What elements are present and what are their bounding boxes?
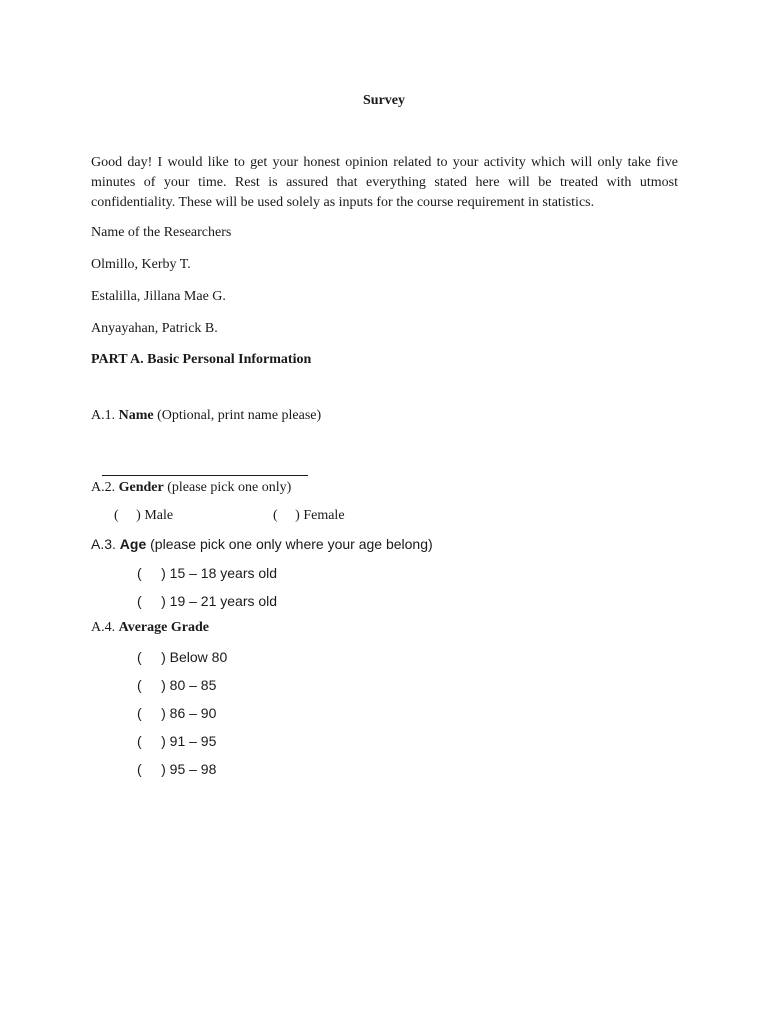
question-number: A.2.	[91, 480, 116, 495]
grade-option[interactable]: ( ) Below 80	[137, 649, 228, 665]
grade-option[interactable]: ( ) 86 – 90	[137, 705, 217, 721]
question-a3	[91, 536, 433, 552]
intro-paragraph: Good day! I would like to get your honest opinion related to your activity which will only take five minutes of your time. Rest is assured that everything stated here will be treated with utmost confidentiality. These will be used solely as inputs for the course requirement in statistics.	[91, 155, 678, 210]
question-label: Average Grade	[118, 620, 209, 635]
question-number: A.1.	[91, 408, 116, 423]
grade-option[interactable]: ( ) 91 – 95	[137, 733, 217, 749]
question-label: Age	[119, 536, 147, 552]
document-title: Survey	[363, 93, 405, 108]
question-a1	[91, 408, 321, 424]
age-option[interactable]: ( ) 15 – 18 years old	[137, 565, 278, 581]
gender-option-female[interactable]: ( ) Female	[273, 508, 345, 523]
question-a2	[91, 480, 291, 496]
question-label: Gender	[118, 480, 164, 495]
question-a4	[91, 620, 209, 636]
question-note: (please pick one only where your age belong)	[150, 536, 433, 552]
age-option[interactable]: ( ) 19 – 21 years old	[137, 593, 278, 609]
grade-option[interactable]: ( ) 95 – 98	[137, 761, 217, 777]
researcher-name: Anyayahan, Patrick B.	[91, 321, 218, 336]
grade-option[interactable]: ( ) 80 – 85	[137, 677, 217, 693]
question-note: (Optional, print name please)	[157, 408, 322, 423]
part-a-heading: PART A. Basic Personal Information	[91, 352, 312, 367]
name-answer-line[interactable]	[102, 465, 308, 481]
researcher-name: Estalilla, Jillana Mae G.	[91, 289, 226, 304]
question-note: (please pick one only)	[167, 480, 292, 495]
gender-option-male[interactable]: ( ) Male	[114, 508, 174, 523]
question-label: Name	[118, 408, 154, 423]
researchers-heading: Name of the Researchers	[91, 225, 232, 240]
question-number: A.4.	[91, 620, 116, 635]
researcher-name: Olmillo, Kerby T.	[91, 257, 191, 272]
question-number: A.3.	[91, 536, 116, 552]
